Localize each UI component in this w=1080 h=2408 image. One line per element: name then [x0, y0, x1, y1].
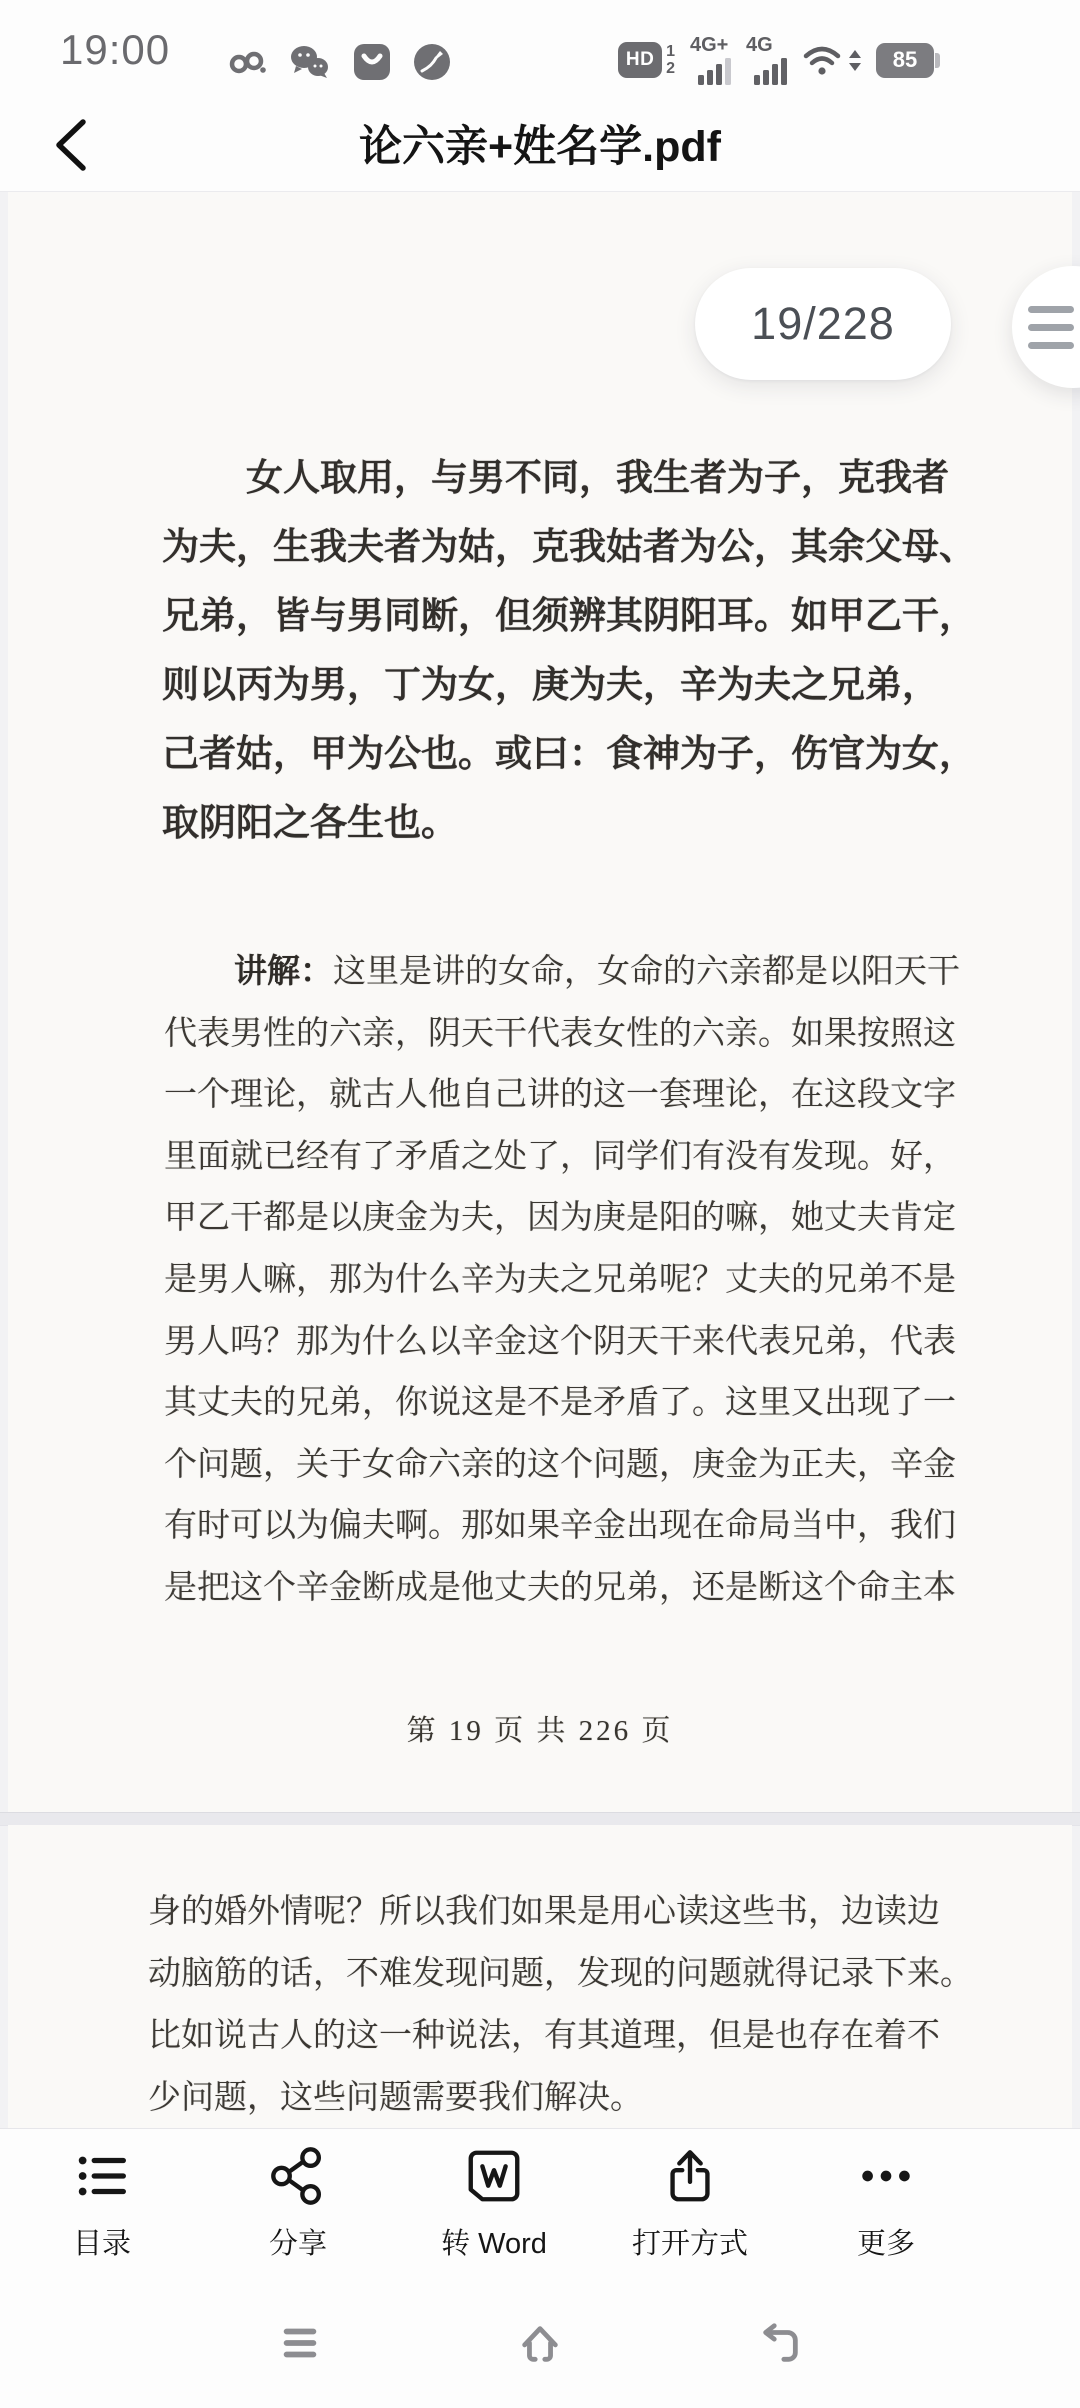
- recents-menu-button[interactable]: [275, 2318, 325, 2368]
- more-dots-icon: [855, 2145, 917, 2207]
- glasses-link-icon: [226, 42, 268, 82]
- text-line: 甲乙干都是以庚金为夫，因为庚是阳的嘛，她丈夫肯定: [164, 1200, 956, 1237]
- text-line: 则以丙为男，丁为女，庚为夫，辛为夫之兄弟，: [162, 665, 939, 706]
- wechat-icon: [288, 42, 332, 82]
- signal-bars-sim1: [698, 58, 731, 85]
- share-icon: [267, 2145, 329, 2207]
- commentary-first-line: 这里是讲的女命，女命的六亲都是以阳天干: [333, 954, 960, 990]
- commentary-lines: [164, 1004, 960, 1620]
- home-icon: [517, 2320, 563, 2366]
- text-line: 里面就已经有了矛盾之处了，同学们有没有发现。好，: [164, 1138, 956, 1175]
- hd-badge: HD: [618, 42, 662, 78]
- text-line: 个问题，关于女命六亲的这个问题，庚金为正夫，辛金: [164, 1446, 956, 1483]
- signal-bars-sim2: [754, 58, 787, 85]
- status-indicators: [618, 34, 934, 82]
- header: [0, 95, 1080, 192]
- text-line: 是男人嘛，那为什么辛为夫之兄弟呢？丈夫的兄弟不是: [164, 1261, 956, 1298]
- page19-quote-paragraph: [162, 444, 976, 858]
- system-nav-bar: [0, 2290, 1080, 2408]
- toolbar-label: 更多: [856, 2228, 915, 2260]
- text-line: 代表男性的六亲，阴天干代表女性的六亲。如果按照这: [164, 1015, 956, 1052]
- wifi-icon: [802, 41, 846, 79]
- page19-commentary-paragraph: [164, 942, 960, 1620]
- store-app-icon: [352, 42, 392, 82]
- status-bar: [0, 0, 1080, 95]
- text-line: 兄弟，皆与男同断，但须辨其阴阳耳。如甲乙干，: [162, 596, 976, 637]
- pdf-page-19: [8, 192, 1072, 1812]
- toolbar-item-more[interactable]: [788, 2145, 984, 2262]
- text-line: 一个理论，就古人他自己讲的这一套理论，在这段文字: [164, 1077, 956, 1114]
- back-icon: [757, 2320, 803, 2366]
- toolbar-item-toc[interactable]: [4, 2145, 200, 2262]
- toolbar-label: 打开方式: [631, 2228, 748, 2260]
- open-with-icon: [659, 2145, 721, 2207]
- sim2-label: 2: [666, 60, 675, 77]
- wifi-indicator: [802, 41, 861, 79]
- text-line: 己者姑，甲为公也。或曰：食神为子，伤官为女，: [162, 734, 976, 775]
- battery-indicator: [876, 43, 934, 78]
- signal-sim1: 4G+: [690, 35, 731, 85]
- hd-volte-indicator: [618, 42, 675, 78]
- text-line: 取阴阳之各生也。: [162, 803, 458, 844]
- toc-list-icon: [71, 2145, 133, 2207]
- menu-icon: [1028, 306, 1074, 313]
- text-line: 动脑筋的话，不难发现问题，发现的问题就得记录下来。: [148, 1956, 973, 1992]
- text-line: 少问题，这些问题需要我们解决。: [148, 2080, 643, 2116]
- text-line: 男人吗？那为什么以辛金这个阴天干来代表兄弟，代表: [164, 1323, 956, 1360]
- text-line: 身的婚外情呢？所以我们如果是用心读这些书，边读边: [148, 1894, 940, 1930]
- document-viewer[interactable]: [0, 192, 1080, 2128]
- page-divider: [0, 1812, 1080, 1826]
- text-line: 其丈夫的兄弟，你说这是不是矛盾了。这里又出现了一: [164, 1385, 956, 1422]
- text-line: 有时可以为偏夫啊。那如果辛金出现在命局当中，我们: [164, 1508, 956, 1545]
- toolbar-item-open-with[interactable]: [592, 2145, 788, 2262]
- page-indicator: 19/228: [751, 298, 895, 349]
- page20-paragraph: [148, 1881, 973, 2129]
- bottom-toolbar: [0, 2128, 1080, 2290]
- wifi-traffic-arrows: [849, 50, 861, 71]
- text-line: 比如说古人的这一种说法，有其道理，但是也存在着不: [148, 2018, 940, 2054]
- toolbar-item-share[interactable]: [200, 2145, 396, 2262]
- chevron-left-icon: [47, 117, 93, 173]
- pdf-page-20: [8, 1825, 1072, 2128]
- toolbar-item-convert-word[interactable]: [396, 2145, 592, 2262]
- back-nav-button[interactable]: [755, 2318, 805, 2368]
- recents-menu-icon: [277, 2320, 323, 2366]
- clock: 19:00: [60, 26, 171, 73]
- browser-compass-icon: [412, 42, 452, 82]
- home-button[interactable]: [515, 2318, 565, 2368]
- commentary-label: 讲解：: [234, 954, 333, 990]
- text-line: 为夫，生我夫者为姑，克我姑者为公，其余父母、: [162, 527, 976, 568]
- sim1-label: 1: [666, 43, 675, 60]
- text-line: 女人取用，与男不同，我生者为子，克我者: [246, 458, 949, 499]
- toolbar-label: 转 Word: [441, 2228, 547, 2260]
- back-button[interactable]: [38, 113, 102, 177]
- text-line: [164, 942, 960, 1004]
- signal-sim2: 4G: [746, 35, 787, 85]
- page19-footer: 第 19 页 共 226 页: [406, 1715, 674, 1747]
- text-line: 是把这个辛金断成是他丈夫的兄弟，还是断这个命主本: [164, 1569, 956, 1606]
- document-title: 论六亲+姓名学.pdf: [359, 122, 721, 171]
- notification-icons: [226, 42, 452, 82]
- toolbar-label: 目录: [72, 2228, 131, 2260]
- toolbar-label: 分享: [268, 2228, 327, 2260]
- word-convert-icon: [463, 2145, 525, 2207]
- page-indicator-pill[interactable]: [695, 268, 951, 380]
- battery-level: 85: [892, 47, 918, 72]
